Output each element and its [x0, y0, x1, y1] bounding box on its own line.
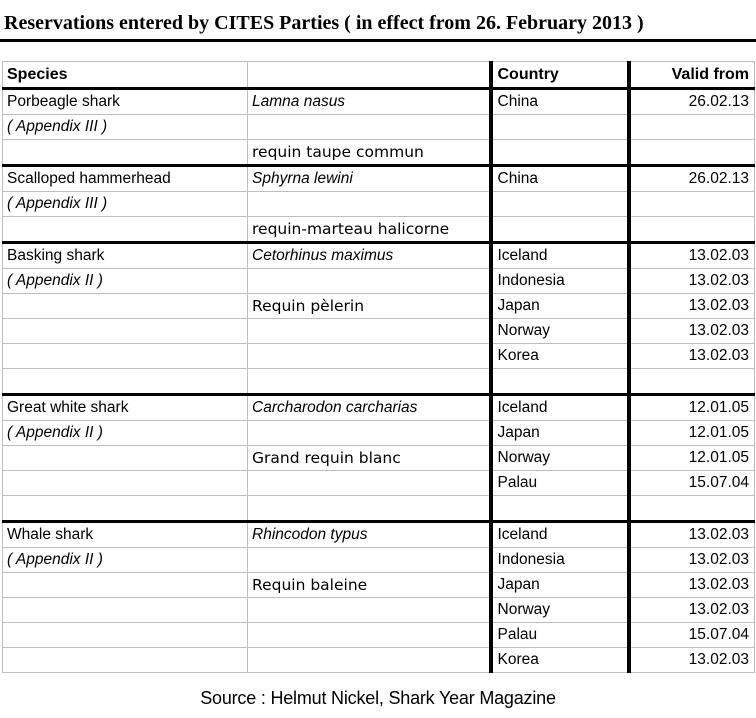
valid-from-cell: 26.02.13: [629, 166, 755, 192]
valid-from-cell: 13.02.03: [629, 294, 755, 319]
valid-from-cell: 13.02.03: [629, 243, 755, 269]
empty-cell: [3, 598, 248, 623]
table-row: [3, 369, 755, 395]
empty-cell: [491, 369, 629, 395]
french-common-name-cell: requin-marteau halicorne: [248, 217, 491, 243]
source-note: Source : Helmut Nickel, Shark Year Magazine: [200, 688, 556, 708]
valid-from-cell: 26.02.13: [629, 89, 755, 115]
country-cell: Iceland: [491, 395, 629, 421]
empty-cell: [248, 471, 491, 496]
table-row: [3, 344, 755, 369]
valid-from-cell: 12.01.05: [629, 446, 755, 471]
empty-cell: [248, 269, 491, 294]
valid-from-cell: 13.02.03: [629, 598, 755, 623]
country-cell: Japan: [491, 573, 629, 598]
table-row: [3, 573, 755, 598]
french-common-name-cell: Requin pèlerin: [248, 294, 491, 319]
empty-cell: [491, 140, 629, 166]
scientific-name-cell: Rhincodon typus: [248, 522, 491, 548]
empty-cell: [3, 369, 248, 395]
empty-cell: [248, 369, 491, 395]
scientific-name-cell: Carcharodon carcharias: [248, 395, 491, 421]
valid-from-cell: 13.02.03: [629, 522, 755, 548]
valid-from-cell: 12.01.05: [629, 395, 755, 421]
table-row: [3, 548, 755, 573]
appendix-cell: ( Appendix II ): [3, 548, 248, 573]
empty-cell: [629, 115, 755, 140]
empty-cell: [3, 471, 248, 496]
appendix-cell: ( Appendix III ): [3, 192, 248, 217]
table-row: [3, 471, 755, 496]
empty-cell: [629, 369, 755, 395]
empty-cell: [248, 623, 491, 648]
table-row: [3, 140, 755, 166]
page-title: Reservations entered by CITES Parties ( in effect from 26. February 2013 ): [4, 12, 644, 34]
country-cell: China: [491, 166, 629, 192]
table-row: [3, 395, 755, 421]
country-cell: Korea: [491, 648, 629, 673]
empty-cell: [3, 140, 248, 166]
species-name-cell: Great white shark: [3, 395, 248, 421]
country-cell: Indonesia: [491, 269, 629, 294]
empty-cell: [491, 217, 629, 243]
valid-from-cell: 13.02.03: [629, 319, 755, 344]
empty-cell: [3, 319, 248, 344]
country-cell: Iceland: [491, 522, 629, 548]
empty-cell: [3, 573, 248, 598]
empty-cell: [248, 648, 491, 673]
table-row: [3, 598, 755, 623]
valid-from-cell: 13.02.03: [629, 548, 755, 573]
valid-from-cell: 13.02.03: [629, 648, 755, 673]
col-header-scientific-name: [248, 62, 491, 89]
empty-cell: [248, 496, 491, 522]
valid-from-cell: 15.07.04: [629, 471, 755, 496]
country-cell: Palau: [491, 471, 629, 496]
valid-from-cell: 12.01.05: [629, 421, 755, 446]
valid-from-cell: 15.07.04: [629, 623, 755, 648]
col-header-species: Species: [3, 62, 248, 89]
empty-cell: [3, 446, 248, 471]
table-row: [3, 192, 755, 217]
species-name-cell: Whale shark: [3, 522, 248, 548]
table-row: [3, 166, 755, 192]
col-header-valid-from: Valid from: [629, 62, 755, 89]
empty-cell: [491, 115, 629, 140]
country-cell: Norway: [491, 319, 629, 344]
valid-from-cell: 13.02.03: [629, 573, 755, 598]
french-common-name-cell: Requin baleine: [248, 573, 491, 598]
french-common-name-cell: requin taupe commun: [248, 140, 491, 166]
country-cell: Indonesia: [491, 548, 629, 573]
country-cell: Norway: [491, 598, 629, 623]
valid-from-cell: 13.02.03: [629, 269, 755, 294]
table-row: [3, 522, 755, 548]
country-cell: Iceland: [491, 243, 629, 269]
country-cell: Japan: [491, 294, 629, 319]
species-name-cell: Basking shark: [3, 243, 248, 269]
empty-cell: [248, 548, 491, 573]
species-name-cell: Porbeagle shark: [3, 89, 248, 115]
table-row: [3, 446, 755, 471]
empty-cell: [629, 140, 755, 166]
table-row: [3, 294, 755, 319]
country-cell: Japan: [491, 421, 629, 446]
empty-cell: [491, 192, 629, 217]
scientific-name-cell: Cetorhinus maximus: [248, 243, 491, 269]
empty-cell: [629, 217, 755, 243]
empty-cell: [3, 294, 248, 319]
empty-cell: [248, 344, 491, 369]
appendix-cell: ( Appendix II ): [3, 269, 248, 294]
french-common-name-cell: Grand requin blanc: [248, 446, 491, 471]
appendix-cell: ( Appendix III ): [3, 115, 248, 140]
empty-cell: [3, 623, 248, 648]
table-row: [3, 243, 755, 269]
empty-cell: [3, 344, 248, 369]
empty-cell: [629, 496, 755, 522]
col-header-country: Country: [491, 62, 629, 89]
table-row: [3, 623, 755, 648]
species-name-cell: Scalloped hammerhead: [3, 166, 248, 192]
table-row: [3, 648, 755, 673]
table-row: [3, 217, 755, 243]
table-row: [3, 421, 755, 446]
header-row: [3, 62, 755, 89]
title-bar: [0, 0, 756, 42]
empty-cell: [491, 496, 629, 522]
country-cell: Palau: [491, 623, 629, 648]
table-row: [3, 269, 755, 294]
scientific-name-cell: Sphyrna lewini: [248, 166, 491, 192]
empty-cell: [629, 192, 755, 217]
empty-cell: [3, 496, 248, 522]
appendix-cell: ( Appendix II ): [3, 421, 248, 446]
country-cell: Norway: [491, 446, 629, 471]
reservations-table: [2, 61, 755, 673]
empty-cell: [248, 115, 491, 140]
empty-cell: [248, 598, 491, 623]
empty-cell: [248, 192, 491, 217]
valid-from-cell: 13.02.03: [629, 344, 755, 369]
country-cell: China: [491, 89, 629, 115]
empty-cell: [3, 648, 248, 673]
table-row: [3, 319, 755, 344]
table-row: [3, 496, 755, 522]
empty-cell: [3, 217, 248, 243]
table-row: [3, 89, 755, 115]
table-row: [3, 115, 755, 140]
empty-cell: [248, 421, 491, 446]
scientific-name-cell: Lamna nasus: [248, 89, 491, 115]
empty-cell: [248, 319, 491, 344]
country-cell: Korea: [491, 344, 629, 369]
